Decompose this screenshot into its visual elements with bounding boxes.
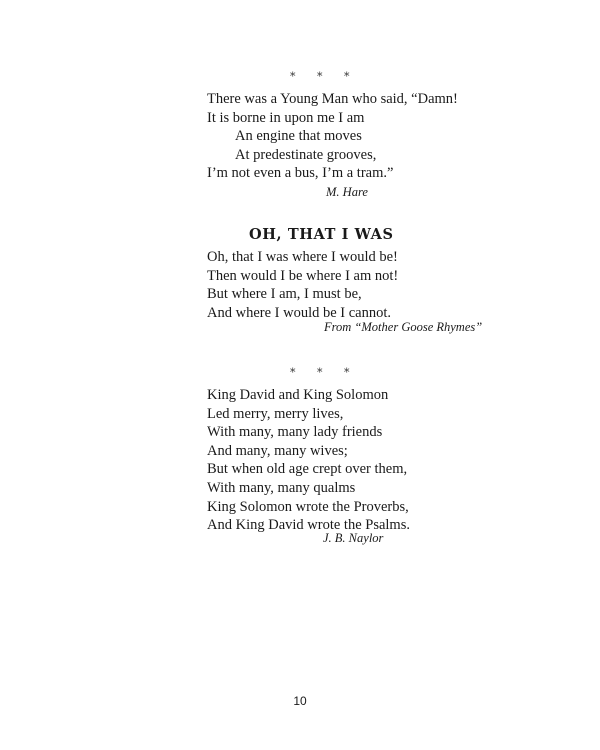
poem-line: With many, many qualms: [207, 479, 356, 496]
poem-title: OH, THAT I WAS: [249, 226, 394, 243]
poem-line: Led merry, merry lives,: [207, 405, 344, 422]
poem-line: But where I am, I must be,: [207, 286, 362, 303]
poem-line: With many, many lady friends: [207, 424, 383, 441]
king-david-poem: [207, 386, 410, 535]
poem-line: And where I would be I cannot.: [207, 304, 392, 321]
poem-line: An engine that moves: [235, 128, 362, 145]
poem-line: At predestinate grooves,: [235, 146, 377, 163]
poem-line: King Solomon wrote the Proverbs,: [207, 498, 409, 515]
poem-line: Oh, that I was where I would be!: [207, 249, 398, 265]
poem-line: But when old age crept over them,: [207, 461, 408, 478]
page-number: 10: [293, 694, 307, 708]
poem-line: And many, many wives;: [207, 442, 348, 459]
mother-goose-poem: [207, 248, 398, 322]
poem-attribution: From “Mother Goose Rhymes”: [324, 320, 483, 334]
section-separator: * * *: [290, 70, 359, 83]
poem-line: Then would I be where I am not!: [207, 267, 399, 284]
poem-attribution: M. Hare: [326, 185, 368, 199]
poem-line: There was a Young Man who said, “Damn!: [207, 91, 458, 107]
limerick-poem: [207, 90, 458, 183]
poem-line: King David and King Solomon: [207, 387, 389, 403]
section-separator: * * *: [290, 366, 359, 379]
poem-line: It is borne in upon me I am: [207, 109, 365, 126]
poem-line: And King David wrote the Psalms.: [207, 517, 410, 534]
poem-line: I’m not even a bus, I’m a tram.”: [207, 165, 394, 182]
poem-attribution: J. B. Naylor: [323, 531, 384, 545]
